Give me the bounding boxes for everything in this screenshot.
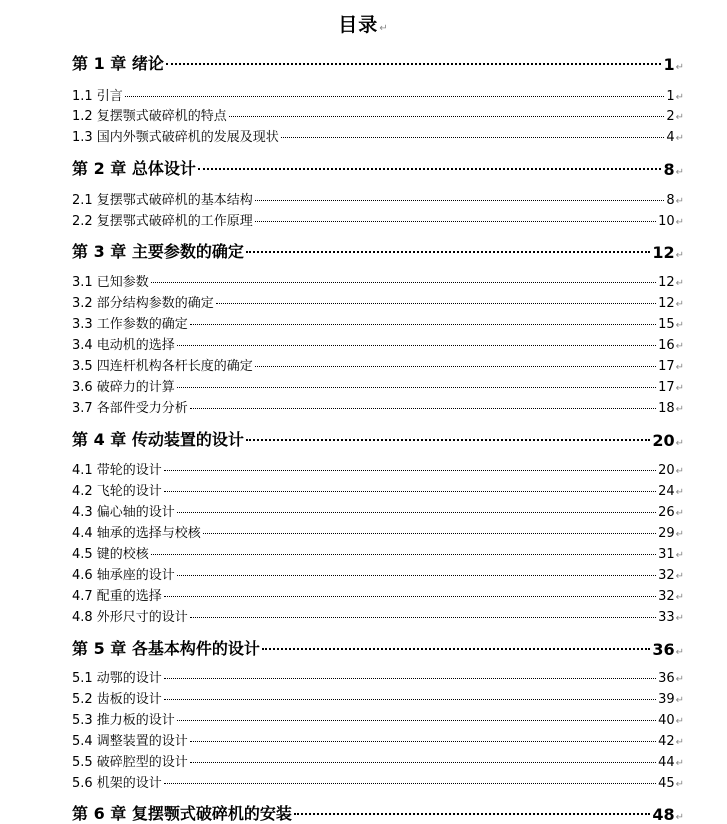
toc-page-number-value: 33: [658, 610, 675, 625]
toc-entry-label: 3.2 部分结构参数的确定: [72, 296, 214, 311]
toc-leader-dots: [255, 221, 656, 222]
toc-page-number: [658, 526, 684, 541]
toc-section-entry[interactable]: [72, 125, 684, 145]
toc-page-number: [652, 640, 684, 659]
toc-page-number-value: 17: [658, 359, 675, 374]
toc-leader-dots: [255, 366, 656, 367]
toc-leader-dots: [262, 648, 650, 650]
toc-page-number-value: 32: [658, 568, 675, 583]
toc-section-entry[interactable]: [72, 687, 684, 707]
toc-leader-dots: [294, 813, 650, 815]
paragraph-mark-icon: ↵: [675, 167, 684, 178]
toc-page-number-value: 32: [658, 589, 675, 604]
toc-chapter-entry[interactable]: [72, 50, 684, 74]
paragraph-mark-icon: ↵: [675, 571, 684, 582]
toc-entry-label: 1.1 引言: [72, 89, 123, 104]
paragraph-mark-icon: ↵: [675, 613, 684, 624]
paragraph-mark-icon: ↵: [675, 299, 684, 310]
toc-leader-dots: [151, 554, 656, 555]
toc-page-number-value: 26: [658, 505, 675, 520]
paragraph-mark-icon: ↵: [675, 404, 684, 415]
toc-leader-dots: [177, 345, 656, 346]
toc-section-entry[interactable]: [72, 605, 684, 625]
paragraph-mark-icon: ↵: [675, 716, 684, 727]
toc-page-number: [658, 547, 684, 562]
toc-page-number: [658, 401, 684, 416]
toc-page-number-value: 12: [658, 275, 675, 290]
paragraph-mark-icon: ↵: [675, 737, 684, 748]
toc-page-number-value: 36: [652, 640, 675, 659]
toc-page-number: [658, 484, 684, 499]
toc-leader-dots: [229, 116, 665, 117]
toc-section-entry[interactable]: [72, 771, 684, 791]
paragraph-mark-icon: ↵: [675, 466, 684, 477]
toc-page-number: [658, 755, 684, 770]
toc-entry-label: 4.1 带轮的设计: [72, 463, 162, 478]
toc-page-number-value: 40: [658, 713, 675, 728]
toc-leader-dots: [177, 575, 656, 576]
toc-page-number: [658, 671, 684, 686]
toc-leader-dots: [190, 408, 656, 409]
toc-entry-label: 2.1 复摆鄂式破碎机的基本结构: [72, 193, 253, 208]
toc-page-number: [658, 338, 684, 353]
toc-entry-label: 3.3 工作参数的确定: [72, 317, 188, 332]
paragraph-mark-icon: ↵: [675, 695, 684, 706]
toc-entry-label: 第 2 章 总体设计: [72, 159, 196, 178]
paragraph-mark-icon: ↵: [675, 438, 684, 449]
toc-page-number-value: 24: [658, 484, 675, 499]
toc-page-number: [663, 55, 684, 74]
paragraph-mark-icon: ↵: [675, 278, 684, 289]
toc-page-number: [663, 160, 684, 179]
paragraph-mark-icon: ↵: [675, 758, 684, 769]
toc-entry-label: 5.2 齿板的设计: [72, 692, 162, 707]
toc-page-number-value: 20: [652, 431, 675, 450]
toc-leader-dots: [177, 720, 656, 721]
toc-leader-dots: [164, 470, 656, 471]
toc-page-number: [658, 296, 684, 311]
toc-page-number: [658, 568, 684, 583]
toc-entry-label: 4.8 外形尺寸的设计: [72, 610, 188, 625]
toc-page-number-value: 20: [658, 463, 675, 478]
toc-page-number: [658, 713, 684, 728]
toc-page-number: [652, 431, 684, 450]
toc-page-number: [658, 359, 684, 374]
paragraph-mark-icon: ↵: [675, 217, 684, 228]
toc-page-number-value: 15: [658, 317, 675, 332]
toc-title-text: 目录: [338, 14, 379, 36]
toc-leader-dots: [246, 439, 650, 441]
toc-page-number-value: 17: [658, 380, 675, 395]
toc-section-entry[interactable]: [72, 708, 684, 728]
toc-chapter-entry[interactable]: [72, 155, 684, 179]
toc-page-number-value: 44: [658, 755, 675, 770]
toc-entry-label: 4.5 键的校核: [72, 547, 149, 562]
toc-section-entry[interactable]: [72, 500, 684, 520]
toc-section-entry[interactable]: [72, 750, 684, 770]
toc-chapter-entry[interactable]: [72, 635, 684, 659]
toc-entry-label: 3.6 破碎力的计算: [72, 380, 175, 395]
toc-entry-label: 5.5 破碎腔型的设计: [72, 755, 188, 770]
toc-section-entry[interactable]: [72, 458, 684, 478]
toc-entry-label: 第 1 章 绪论: [72, 54, 164, 73]
toc-leader-dots: [255, 200, 665, 201]
paragraph-mark-icon: ↵: [675, 341, 684, 352]
paragraph-mark-icon: ↵: [379, 23, 389, 34]
toc-section-entry[interactable]: [72, 270, 684, 290]
toc-leader-dots: [164, 699, 656, 700]
paragraph-mark-icon: ↵: [675, 250, 684, 261]
toc-page-number: [658, 610, 684, 625]
toc-section-entry[interactable]: [72, 396, 684, 416]
toc-entry-label: 3.7 各部件受力分析: [72, 401, 188, 416]
toc-entry-label: 1.3 国内外颚式破碎机的发展及现状: [72, 130, 279, 145]
toc-leader-dots: [151, 282, 656, 283]
toc-leader-dots: [198, 168, 662, 170]
toc-page-number: [666, 89, 684, 104]
toc-page-number-value: 48: [652, 805, 675, 824]
toc-section-entry[interactable]: [72, 729, 684, 749]
toc-page-number-value: 18: [658, 401, 675, 416]
toc-section-entry[interactable]: [72, 354, 684, 374]
toc-entry-label: 5.4 调整装置的设计: [72, 734, 188, 749]
paragraph-mark-icon: ↵: [675, 112, 684, 123]
toc-page-number: [658, 380, 684, 395]
toc-entry-label: 4.3 偏心轴的设计: [72, 505, 175, 520]
toc-entry-label: 4.6 轴承座的设计: [72, 568, 175, 583]
toc-entry-label: 2.2 复摆鄂式破碎机的工作原理: [72, 214, 253, 229]
toc-page-number: [658, 734, 684, 749]
toc-page-number: [658, 463, 684, 478]
toc-entry-label: 4.2 飞轮的设计: [72, 484, 162, 499]
toc-page-number: [658, 214, 684, 229]
toc-page-number-value: 4: [666, 130, 675, 145]
toc-leader-dots: [177, 512, 656, 513]
toc-leader-dots: [164, 491, 656, 492]
toc-chapter-entry[interactable]: [72, 426, 684, 450]
toc-section-entry[interactable]: [72, 479, 684, 499]
toc-leader-dots: [164, 678, 656, 679]
toc-chapter-entry[interactable]: [72, 800, 684, 824]
toc-page-number: [658, 589, 684, 604]
paragraph-mark-icon: ↵: [675, 362, 684, 373]
toc-leader-dots: [190, 617, 656, 618]
toc-section-entry[interactable]: [72, 542, 684, 562]
toc-section-entry[interactable]: [72, 563, 684, 583]
toc-page-number-value: 10: [658, 214, 675, 229]
toc-page-number-value: 12: [658, 296, 675, 311]
toc-page-number: [658, 505, 684, 520]
toc-page-number-value: 2: [666, 109, 675, 124]
paragraph-mark-icon: ↵: [675, 133, 684, 144]
toc-leader-dots: [164, 783, 656, 784]
toc-page-number-value: 29: [658, 526, 675, 541]
toc-section-entry[interactable]: [72, 375, 684, 395]
toc-entry-label: 5.3 推力板的设计: [72, 713, 175, 728]
toc-page-number-value: 39: [658, 692, 675, 707]
toc-section-entry[interactable]: [72, 188, 684, 208]
paragraph-mark-icon: ↵: [675, 812, 684, 823]
toc-leader-dots: [164, 596, 656, 597]
toc-page-number-value: 16: [658, 338, 675, 353]
toc-page-number-value: 31: [658, 547, 675, 562]
toc-page-number-value: 45: [658, 776, 675, 791]
toc-page-number-value: 1: [666, 89, 675, 104]
toc-section-entry[interactable]: [72, 521, 684, 541]
toc-leader-dots: [166, 63, 662, 65]
paragraph-mark-icon: ↵: [675, 62, 684, 73]
toc-page-number: [666, 109, 684, 124]
toc-section-entry[interactable]: [72, 84, 684, 104]
toc-entry-label: 3.1 已知参数: [72, 275, 149, 290]
toc-section-entry[interactable]: [72, 291, 684, 311]
paragraph-mark-icon: ↵: [675, 508, 684, 519]
paragraph-mark-icon: ↵: [675, 383, 684, 394]
paragraph-mark-icon: ↵: [675, 487, 684, 498]
toc-leader-dots: [190, 741, 656, 742]
toc-page-number: [666, 130, 684, 145]
toc-page-number: [652, 243, 684, 262]
toc-entry-label: 第 4 章 传动装置的设计: [72, 430, 244, 449]
toc-entry-label: 第 3 章 主要参数的确定: [72, 242, 244, 261]
toc-page-number-value: 8: [666, 193, 675, 208]
paragraph-mark-icon: ↵: [675, 674, 684, 685]
toc-chapter-entry[interactable]: [72, 238, 684, 262]
toc-page-number-value: 12: [652, 243, 675, 262]
paragraph-mark-icon: ↵: [675, 320, 684, 331]
toc-section-entry[interactable]: [72, 104, 684, 124]
paragraph-mark-icon: ↵: [675, 779, 684, 790]
toc-entry-label: 第 6 章 复摆颚式破碎机的安装: [72, 804, 292, 823]
paragraph-mark-icon: ↵: [675, 529, 684, 540]
paragraph-mark-icon: ↵: [675, 550, 684, 561]
toc-leader-dots: [125, 96, 665, 97]
toc-leader-dots: [190, 324, 656, 325]
toc-leader-dots: [177, 387, 656, 388]
toc-section-entry[interactable]: [72, 584, 684, 604]
toc-page-number-value: 1: [663, 55, 675, 74]
toc-entry-label: 5.6 机架的设计: [72, 776, 162, 791]
toc-entry-label: 4.7 配重的选择: [72, 589, 162, 604]
toc-page-number: [666, 193, 684, 208]
toc-section-entry[interactable]: [72, 312, 684, 332]
paragraph-mark-icon: ↵: [675, 92, 684, 103]
toc-entry-label: 3.4 电动机的选择: [72, 338, 175, 353]
toc-page-number: [658, 317, 684, 332]
toc-page-number: [652, 805, 684, 824]
toc-title: [0, 10, 727, 37]
toc-page-number-value: 36: [658, 671, 675, 686]
toc-section-entry[interactable]: [72, 666, 684, 686]
toc-page-number: [658, 692, 684, 707]
paragraph-mark-icon: ↵: [675, 592, 684, 603]
toc-entry-label: 4.4 轴承的选择与校核: [72, 526, 201, 541]
toc-page-number-value: 8: [663, 160, 675, 179]
toc-leader-dots: [246, 251, 650, 253]
toc-leader-dots: [216, 303, 656, 304]
toc-entry-label: 3.5 四连杆机构各杆长度的确定: [72, 359, 253, 374]
toc-page-number-value: 42: [658, 734, 675, 749]
toc-entry-label: 5.1 动鄂的设计: [72, 671, 162, 686]
toc-leader-dots: [190, 762, 656, 763]
paragraph-mark-icon: ↵: [675, 647, 684, 658]
toc-page-number: [658, 776, 684, 791]
toc-entry-label: 1.2 复摆颚式破碎机的特点: [72, 109, 227, 124]
toc-leader-dots: [281, 137, 665, 138]
toc-section-entry[interactable]: [72, 333, 684, 353]
toc-entry-label: 第 5 章 各基本构件的设计: [72, 639, 260, 658]
toc-leader-dots: [203, 533, 656, 534]
paragraph-mark-icon: ↵: [675, 196, 684, 207]
toc-page-number: [658, 275, 684, 290]
toc-section-entry[interactable]: [72, 209, 684, 229]
